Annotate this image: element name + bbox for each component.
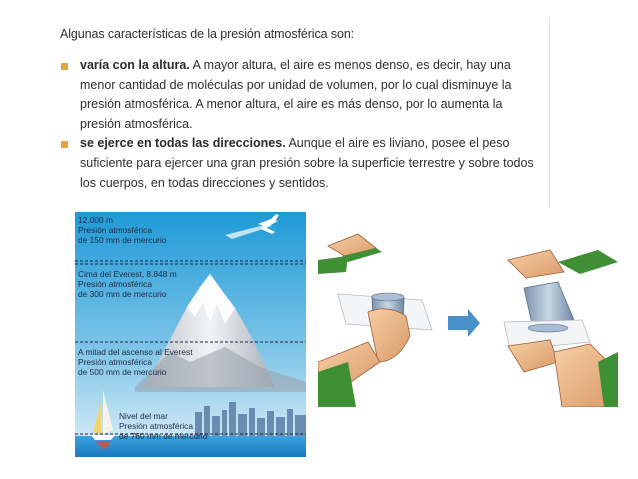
- hand-icon: [508, 250, 564, 278]
- bullet-square-icon: [61, 63, 68, 70]
- bullet-body: Aunque el aire es liviano, posee el peso suficiente para ejercer una gran presión sobre la superficie terrestre y sobre todos los cuerpos, en todas direcciones y sentidos.: [80, 136, 534, 190]
- level-label-mid-ascent: A mitad del ascenso al Everest Presión atmosférica de 500 mm de mercurio: [78, 347, 193, 378]
- bullet-item: [60, 134, 544, 193]
- arrow-right-icon: [448, 309, 480, 337]
- bullet-list: [60, 56, 544, 193]
- level-label-sea-level: Nivel del mar Presión atmosférica de 760 mm de mercurio: [119, 411, 208, 442]
- glass-with-card-right: [504, 250, 618, 407]
- inverted-glass-experiment: [318, 212, 618, 407]
- bullet-heading: varía con la altura.: [80, 58, 190, 72]
- intro-text: Algunas características de la presión atmosférica son:: [60, 27, 355, 41]
- altitude-pressure-figure: [75, 212, 306, 457]
- bullet-square-icon: [61, 141, 68, 148]
- column-divider: [549, 18, 550, 208]
- level-label-12000: 12.000 m Presión atmosférica de 150 mm de mercurio: [78, 215, 167, 246]
- level-label-everest: Cima del Everest, 8.848 m Presión atmosférica de 300 mm de mercurio: [78, 269, 177, 300]
- glass-with-card-left: [318, 234, 432, 407]
- bullet-heading: se ejerce en todas las direcciones.: [80, 136, 286, 151]
- bullet-body: A mayor altura, el aire es menos denso, es decir, hay una menor cantidad de moléculas por unidad de volumen, por lo cual disminuye la presión atmosférica. A menor altura, el aire es más denso, por lo aumenta la presión atmosférica.: [80, 58, 512, 131]
- bullet-item: [60, 56, 544, 134]
